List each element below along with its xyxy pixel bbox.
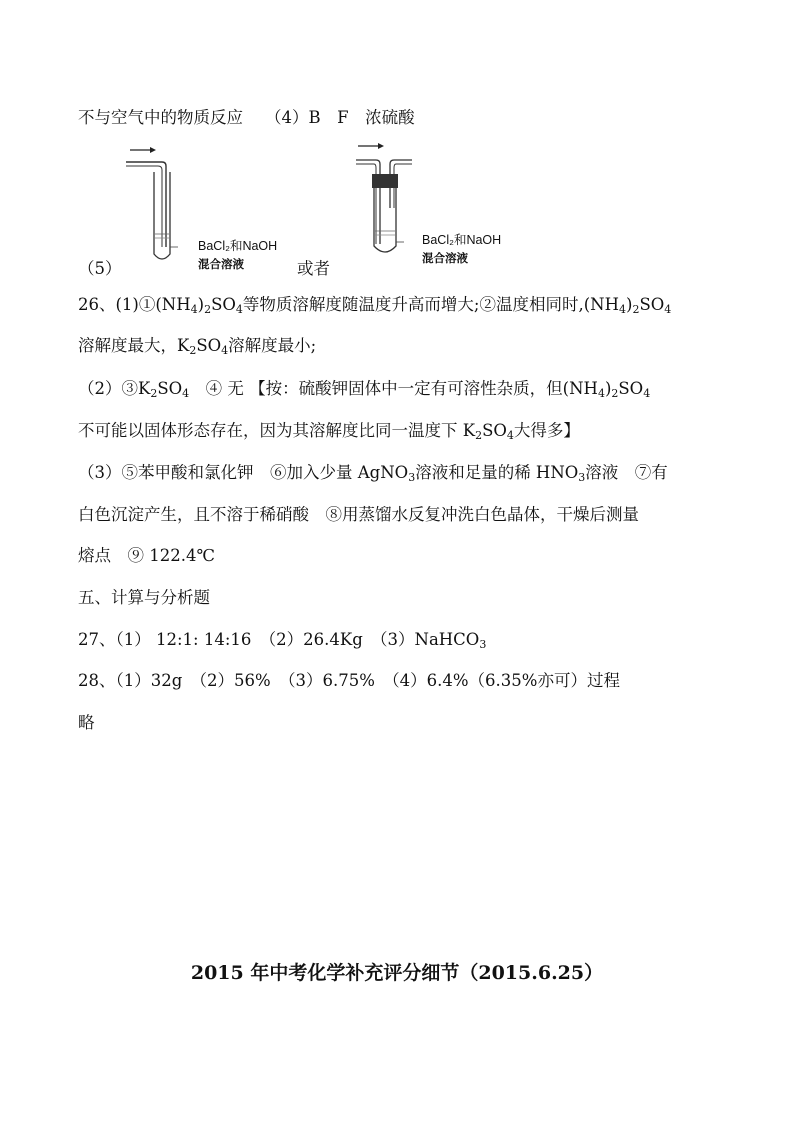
text: 溶解度最大，K [78,336,190,355]
subscript: 2 [475,429,483,442]
q28-line-2: 略 [78,713,95,732]
subscript: 2 [204,303,212,316]
page-title: 2015 年中考化学补充评分细节（2015.6.25） [190,962,604,984]
text: 不可能以固体形态存在，因为其溶解度比同一温度下 K [78,421,476,440]
q26-line-4 [78,420,580,442]
answer-line-1 [78,107,415,129]
text: 溶液和足量的稀 HNO [415,463,579,482]
text: 26、(1)① [78,295,156,314]
subscript: 2 [150,387,158,400]
q26-line-2 [78,335,316,357]
subscript: 2 [611,387,619,400]
text: ) [604,379,612,398]
subscript: 4 [235,303,243,316]
text: 溶解度最小; [228,336,317,355]
solution-label: 混合溶液 [422,251,468,265]
subscript: 4 [506,429,514,442]
subscript: 4 [221,344,229,357]
q26-line-3 [78,378,650,400]
text: 27、（1） 12:1: 14:16 （2）26.4Kg （3）NaHCO [78,630,480,649]
apparatus-left-diagram [120,142,320,272]
q28-line-1: 28、（1）32g （2）56% （3）6.75% （4）6.4%（6.35%亦可）过程 [78,671,620,690]
subscript: 2 [632,303,640,316]
text: SO [482,421,507,440]
text: 溶液 ⑦有 [585,463,668,482]
subscript: 4 [619,303,626,316]
text: SO [618,379,644,398]
q26-line-6: 白色沉淀产生，且不溶于稀硝酸 ⑧用蒸馏水反复冲洗白色晶体，干燥后测量 [78,505,639,524]
text: SO [639,295,665,314]
subscript: 3 [578,471,586,484]
section-5-heading: 五、计算与分析题 [78,588,210,607]
answer-text: 不与空气中的物质反应 [78,108,243,127]
text: ) [626,295,633,314]
subscript: 4 [182,387,190,400]
text: SO [211,295,236,314]
reagent-label: BaCl₂和NaOH [198,239,278,253]
q26-line-5 [78,462,668,484]
q26-line-1 [78,294,671,316]
subscript: 2 [189,344,197,357]
subscript: 4 [664,303,672,316]
text: ④ 无 【按：硫酸钾固体中一定有可溶性杂质，但(NH [189,379,598,398]
text: （3）⑤苯甲酸和氯化钾 ⑥加入少量 AgNO [78,463,409,482]
text: (NH [155,295,191,314]
subscript: 4 [597,387,605,400]
subscript: 3 [479,638,487,651]
text: （2）③K [78,379,151,398]
text: 等物质溶解度随温度升高而增大;②温度相同时,(NH [242,295,619,314]
q27-line [78,629,486,651]
text: 大得多】 [513,421,580,440]
or-label: 或者 [297,259,330,278]
subscript: 3 [408,471,416,484]
text: ) [197,295,205,314]
apparatus-right-diagram [350,136,550,266]
answer-5-label: （5） [78,259,122,278]
answer-part-4: （4）B F 浓硫酸 [265,108,415,127]
text: SO [196,336,222,355]
solution-label: 混合溶液 [198,257,244,271]
q26-line-7: 熔点 ⑨ 122.4℃ [78,546,215,565]
subscript: 4 [643,387,651,400]
reagent-label: BaCl₂和NaOH [422,233,502,247]
subscript: 4 [190,303,198,316]
text: SO [157,379,183,398]
